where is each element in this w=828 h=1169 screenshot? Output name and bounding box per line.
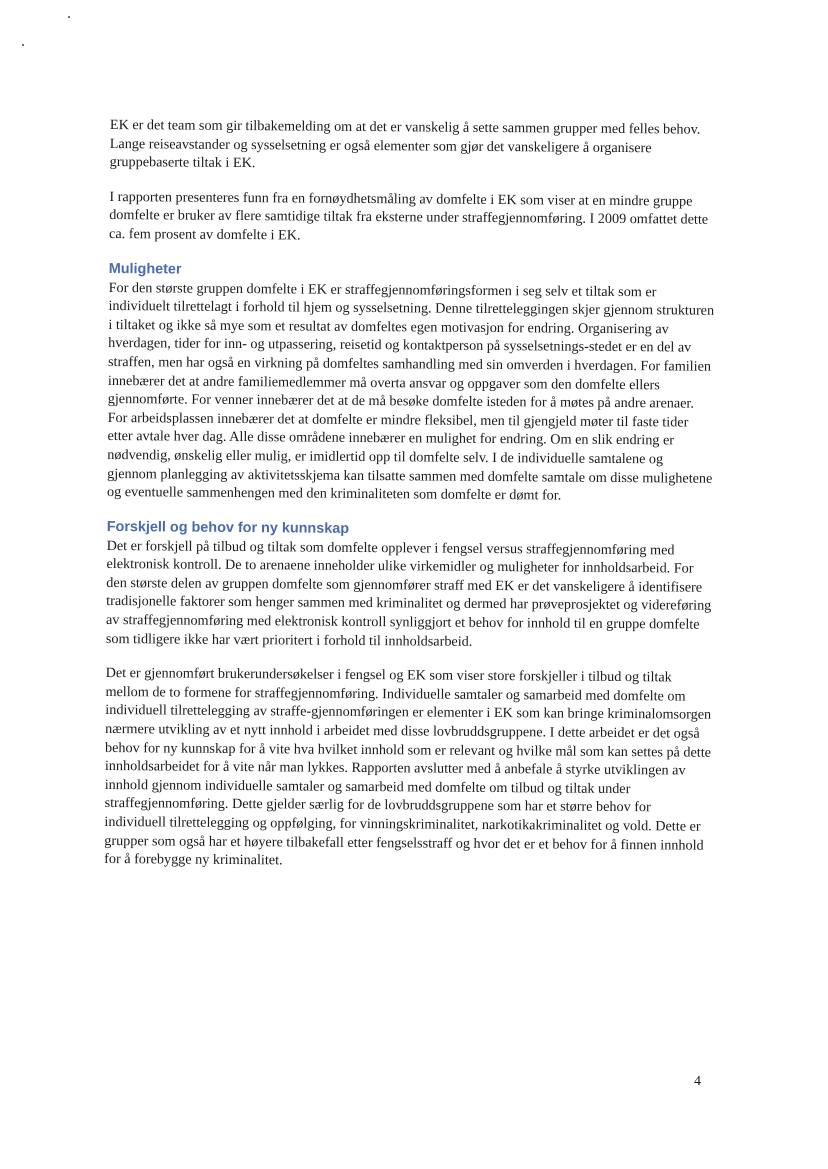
paragraph-brukerundersokelser: Det er gjennomført brukerundersøkelser i fengsel og EK som viser store forskjeller i tilbud og tiltak mellom de to formene for straffegjennomføring. Individuelle samtaler og samarbeid med domfelte om individuell tilrettelegging av straffe-gjennomføringen er elementer i EK som kan bringe kriminalomsorgen nærmere utvikling av et nytt innhold i arbeidet med disse lovbruddsgruppene. I dette arbeidet er det også behov for ny kunnskap for å vite hva hvilket innhold som er relevant og hvilke mål som kan settes på dette innholdsarbeidet for å vite når man lykkes. Rapporten avslutter med å anbefale å styrke utviklingen av innhold gjennom individuelle samtaler og samarbeid med domfelte om tilbud og tiltak under straffegjennomføring. Dette gjelder særlig for de lovbruddsgruppene som har et større behov for individuell tilrettelegging og oppfølging, for vinningskriminalitet, narkotikakriminalitet og vold. Dette er grupper som også har et høyere tilbakefall etter fengselsstraff og hvor det er et behov for å finnen innhold for å forebygge ny kriminalitet. (104, 665, 712, 869)
page-number: 4 (694, 1074, 701, 1089)
document-body (104, 116, 718, 890)
heading-forskjell: Forskjell og behov for ny kunnskap (106, 518, 350, 537)
paragraph-report-findings: I rapporten presenteres funn fra en fornøydhetsmåling av domfelte i EK som viser at en mindre gruppe domfelte er bruker av flere samtidige tiltak fra eksterne under straffegjennomføring. I 2009 omfattet dette ca. fem prosent av domfelte i EK. (109, 188, 709, 244)
scan-speck (68, 16, 70, 18)
paragraph-muligheter: For den største gruppen domfelte i EK er straffegjennomføringsformen i seg selv et tiltak som er individuelt tilrettelagt i forhold til hjem og sysselsetning. Denne tilretteleggingen skjer gjennom strukturen i tiltaket og ikke så mye som et resultat av domfeltes egen motivasjon for endring. Organisering av hverdagen, tider for inn- og utpassering, reisetid og kontaktperson på sysselsetnings-stedet er en del av straffen, men har også en virkning på domfeltes samhandling med sin omverden i hverdagen. For familien innebærer det at andre familiemedlemmer må overta ansvar og oppgaver som den domfelte ellers gjennomførte. For venner innebærer det at de må besøke domfelte isteden for å møtes på andre arenaer. For arbeidsplassen innebærer det at domfelte er mindre fleksibel, men til gjengjeld møter til faste tider etter avtale hver dag. Alle disse områdene innebærer en mulighet for endring. Om en slik endring er nødvendig, ønskelig eller mulig, er imidlertid opp til domfelte selv. I de individuelle samtalene og gjennom planlegging av aktivitetsskjema kan tilsatte sammen med domfelte samtale om disse mulighetene og eventuelle sammenhengen med den kriminaliteten som domfelte er dømt for. (106, 279, 715, 504)
heading-muligheter: Muligheter (108, 260, 182, 278)
scan-speck (22, 44, 24, 46)
paragraph-forskjell: Det er forskjell på tilbud og tiltak som domfelte opplever i fengsel versus straffegjennomføring med elektronisk kontroll. De to arenaene inneholder ulike virkemidler og muligheter for innholdsarbeid. For den største delen av gruppen domfelte som gjennomfører straff med EK er det vanskeligere å identifisere tradisjonelle faktorer som henger sammen med kriminalitet og dermed har prøveprosjektet og videreføring av straffegjennomføring med elektronisk kontroll synliggjort et behov for innhold til en gruppe domfelte som tidligere ikke har vært prioritert i forhold til innholdsarbeid. (105, 537, 712, 650)
paragraph-intro: EK er det team som gir tilbakemelding om at det er vanskelig å sette sammen grupper med felles behov. Lange reiseavstander og sysselsetning er også elementer som gjør det vanskeligere å organisere gruppebaserte tiltak i EK. (109, 116, 701, 172)
